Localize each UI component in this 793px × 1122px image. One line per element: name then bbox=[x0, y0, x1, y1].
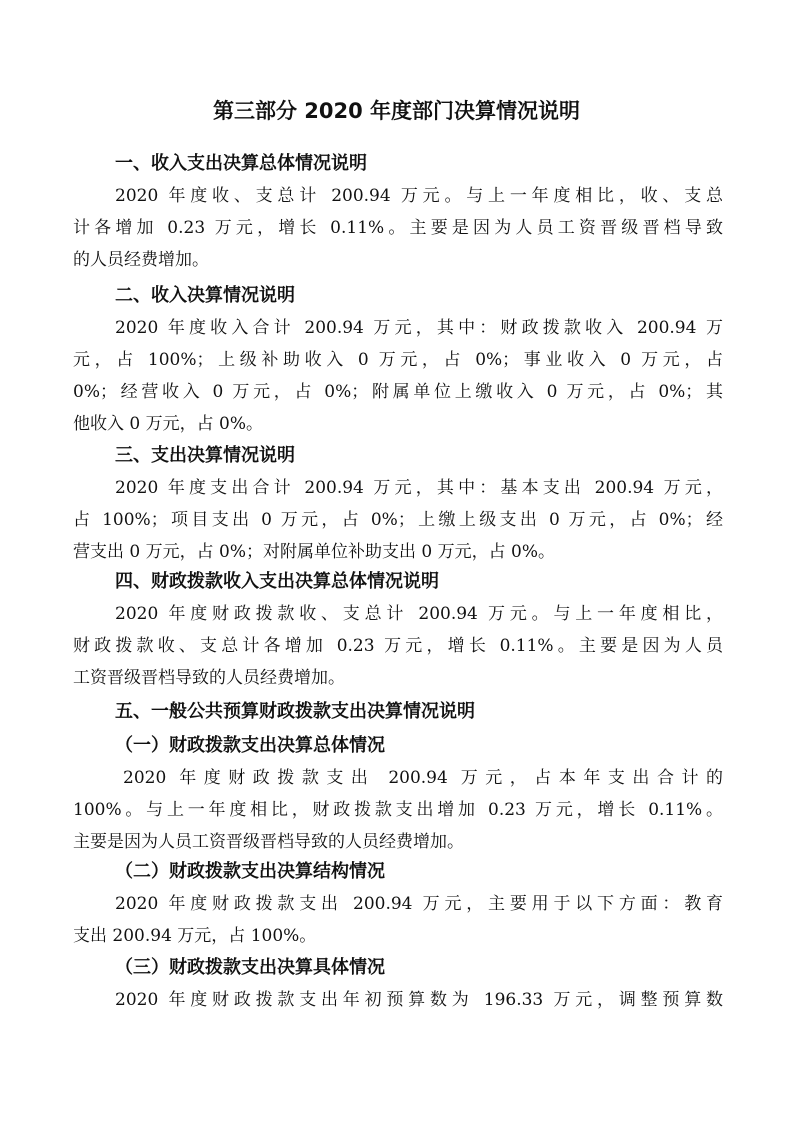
paragraph-line: 营支出 0 万元，占 0%；对附属单位补助支出 0 万元，占 0%。 bbox=[73, 542, 555, 562]
section-heading: 一、收入支出决算总体情况说明 bbox=[115, 153, 367, 174]
paragraph-line: 的人员经费增加。 bbox=[73, 250, 209, 270]
paragraph-line: 财政拨款收、支总计各增加 0.23 万元，增长 0.11%。主要是因为人员 bbox=[73, 636, 723, 656]
paragraph-line: 2020 年度财政拨款支出 200.94 万元，占本年支出合计的 bbox=[123, 768, 723, 788]
section-1 bbox=[73, 148, 723, 276]
section-heading: 四、财政拨款收入支出决算总体情况说明 bbox=[115, 571, 439, 592]
subsection-heading: （三）财政拨款支出决算具体情况 bbox=[115, 957, 385, 978]
section-5 bbox=[73, 696, 723, 728]
paragraph-line: 2020 年度财政拨款收、支总计 200.94 万元。与上一年度相比， bbox=[115, 604, 723, 624]
subsection-5-3 bbox=[73, 952, 723, 1016]
paragraph-line: 主要是因为人员工资晋级晋档导致的人员经费增加。 bbox=[73, 832, 464, 852]
paragraph-line: 元，占 100%；上级补助收入 0 万元，占 0%；事业收入 0 万元，占 bbox=[73, 350, 723, 370]
subsection-5-1 bbox=[73, 730, 723, 858]
paragraph-line: 计各增加 0.23 万元，增长 0.11%。主要是因为人员工资晋级晋档导致 bbox=[73, 218, 723, 238]
section-3 bbox=[73, 440, 723, 568]
section-4 bbox=[73, 566, 723, 694]
paragraph-line: 2020 年度财政拨款支出年初预算数为 196.33 万元，调整预算数 bbox=[115, 990, 723, 1010]
paragraph-line: 2020 年度财政拨款支出 200.94 万元，主要用于以下方面：教育 bbox=[115, 894, 723, 914]
paragraph-line: 工资晋级晋档导致的人员经费增加。 bbox=[73, 668, 345, 688]
subsection-5-2 bbox=[73, 856, 723, 952]
page-title: 第三部分 2020 年度部门决算情况说明 bbox=[212, 99, 581, 123]
paragraph-line: 2020 年度收入合计 200.94 万元，其中：财政拨款收入 200.94 万 bbox=[115, 318, 723, 338]
paragraph-line: 2020 年度支出合计 200.94 万元，其中：基本支出 200.94 万元， bbox=[115, 478, 723, 498]
paragraph-line: 占 100%；项目支出 0 万元，占 0%；上缴上级支出 0 万元，占 0%；经 bbox=[73, 510, 723, 530]
paragraph-line: 他收入 0 万元，占 0%。 bbox=[73, 414, 263, 434]
paragraph-line: 0%；经营收入 0 万元，占 0%；附属单位上缴收入 0 万元，占 0%；其 bbox=[73, 382, 723, 402]
paragraph-line: 2020 年度收、支总计 200.94 万元。与上一年度相比，收、支总 bbox=[115, 186, 723, 206]
section-heading: 三、支出决算情况说明 bbox=[115, 445, 295, 466]
paragraph-line: 100%。与上一年度相比，财政拨款支出增加 0.23 万元，增长 0.11%。 bbox=[73, 800, 723, 820]
paragraph-line: 支出 200.94 万元，占 100%。 bbox=[73, 926, 317, 946]
section-heading: 五、一般公共预算财政拨款支出决算情况说明 bbox=[115, 701, 475, 722]
subsection-heading: （一）财政拨款支出决算总体情况 bbox=[115, 735, 385, 756]
section-2 bbox=[73, 280, 723, 440]
section-heading: 二、收入决算情况说明 bbox=[115, 285, 295, 306]
subsection-heading: （二）财政拨款支出决算结构情况 bbox=[115, 861, 385, 882]
